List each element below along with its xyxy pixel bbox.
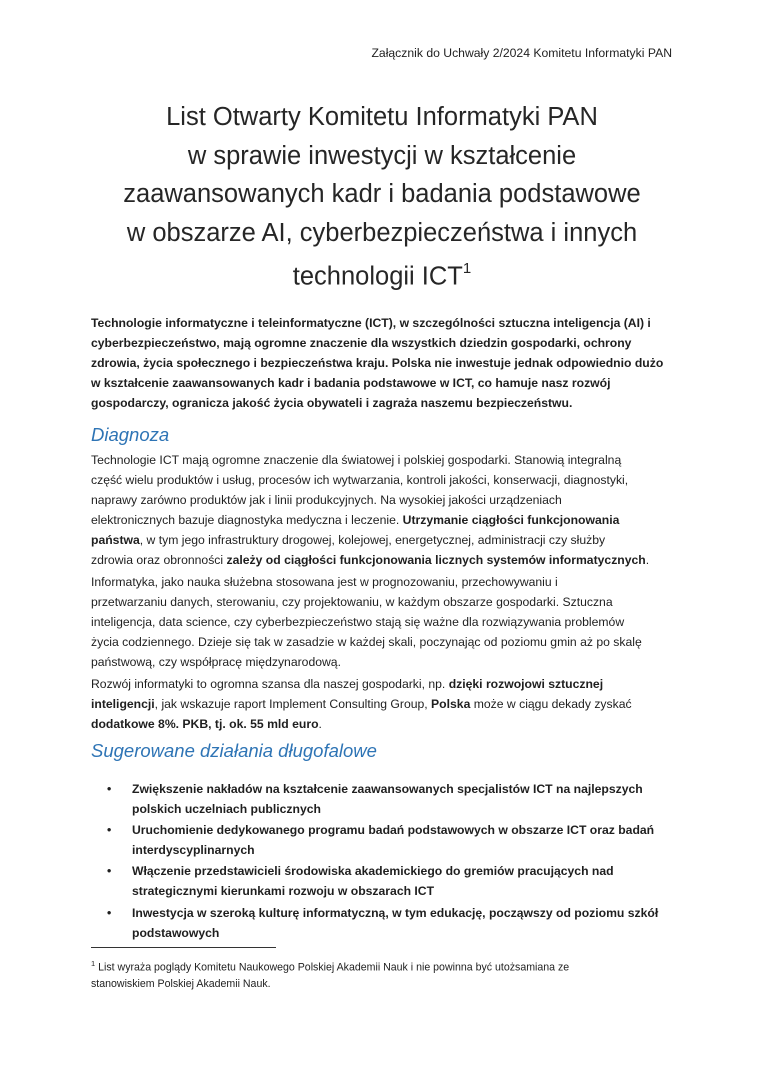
paragraph-line: życia codziennego. Dzieje się tak w zasadzie w każdej skali, poczynając od poziomu gmin aż po skalę <box>91 635 642 650</box>
intro-line: cyberbezpieczeństwo, mają ogromne znaczenie dla wszystkich dziedzin gospodarki, ochrony <box>91 336 632 351</box>
list-item-line: Uruchomienie dedykowanego programu badań podstawowych w obszarze ICT oraz badań <box>132 823 655 838</box>
paragraph-line: przetwarzaniu danych, sterowaniu, czy projektowaniu, w każdym obszarze gospodarki. Sztuczna <box>91 595 613 610</box>
bold-run: państwa <box>91 533 140 548</box>
text-run: może w ciągu dekady zyskać <box>470 697 632 712</box>
list-item <box>91 903 691 943</box>
intro-line: w kształcenie zaawansowanych kadr i badania podstawowe w ICT, co hamuje nasz rozwój <box>91 376 611 391</box>
paragraph-line: państwową, czy współpracę międzynarodową. <box>91 655 341 670</box>
intro-line: gospodarczy, ogranicza jakość życia obywateli i zagraża naszemu bezpieczeństwu. <box>91 396 573 411</box>
title-line: zaawansowanych kadr i badania podstawowe <box>123 180 641 208</box>
diagnoza-paragraph-1 <box>91 450 681 571</box>
footnote <box>91 956 691 993</box>
title-line <box>60 252 704 296</box>
section-heading-diagnoza: Diagnoza <box>91 424 170 445</box>
text-run: . <box>645 553 650 568</box>
bold-run: dodatkowe 8%. PKB, tj. ok. 55 mld euro <box>91 717 319 732</box>
footnote-line <box>91 956 691 976</box>
paragraph-line <box>91 530 681 550</box>
list-item-line: Włączenie przedstawicieli środowiska akademickiego do gremiów pracujących nad <box>132 864 614 879</box>
section-heading-actions: Sugerowane działania długofalowe <box>91 740 377 761</box>
bold-run: dzięki rozwojowi sztucznej <box>448 677 604 691</box>
paragraph-line <box>91 694 681 714</box>
list-item-line: strategicznymi kierunkami rozwoju w obszarach ICT <box>132 884 435 899</box>
intro-line: Technologie informatyczne i teleinformatyczne (ICT), w szczególności sztuczna inteligencja (AI) i <box>91 316 651 330</box>
text-run: , w tym jego infrastruktury drogowej, kolejowej, energetycznej, administracji czy służby <box>139 533 606 548</box>
bullet-icon: • <box>107 905 112 920</box>
title-line: w obszarze AI, cyberbezpieczeństwa i innych <box>126 218 638 247</box>
text-run: , jak wskazuje raport Implement Consulting Group, <box>154 697 432 712</box>
list-item-line: polskich uczelniach publicznych <box>132 802 321 817</box>
actions-list <box>91 779 691 944</box>
list-item-line: Inwestycja w szeroką kulturę informatyczną, w tym edukację, począwszy od poziomu szkół <box>132 905 659 920</box>
text-run: elektronicznych bazuje diagnostyka medyczna i leczenie. <box>91 513 403 528</box>
intro-paragraph <box>91 313 681 413</box>
paragraph-line <box>91 510 681 530</box>
text-run: . <box>318 717 322 732</box>
list-item <box>91 861 691 901</box>
paragraph-line: Technologie ICT mają ogromne znaczenie dla światowej i polskiej gospodarki. Stanowią integralną <box>91 453 622 467</box>
header-note: Załącznik do Uchwały 2/2024 Komitetu Informatyki PAN <box>371 46 672 60</box>
diagnoza-paragraph-2 <box>91 572 681 672</box>
bold-run: inteligencji <box>91 697 155 712</box>
bullet-icon: • <box>107 864 112 879</box>
paragraph-line: część wielu produktów i usług, procesów ich wytwarzania, kontroli jakości, konserwacji, diagnostyki, <box>91 473 629 488</box>
list-item-line: Zwiększenie nakładów na kształcenie zaawansowanych specjalistów ICT na najlepszych <box>132 782 643 796</box>
intro-line: zdrowia, życia społecznego i bezpieczeństwa kraju. Polska nie inwestuje jednak odpowiednio dużo <box>91 356 664 371</box>
bold-run: zależy od ciągłości funkcjonowania licznych systemów informatycznych <box>226 553 646 568</box>
list-item <box>91 779 691 819</box>
paragraph-line <box>91 674 681 694</box>
text-run: Rozwój informatyki to ogromna szansa dla naszej gospodarki, np. <box>91 677 449 691</box>
bold-run: Polska <box>431 697 471 712</box>
bullet-icon: • <box>107 823 112 838</box>
bullet-icon: • <box>107 782 112 796</box>
footnote-divider <box>91 947 276 948</box>
bold-run: Utrzymanie ciągłości funkcjonowania <box>402 513 620 528</box>
text-run: zdrowia oraz obronności <box>91 553 227 568</box>
footnote-line: stanowiskiem Polskiej Akademii Nauk. <box>91 978 271 991</box>
paragraph-line <box>91 714 681 734</box>
footnote-mark: 1 <box>91 959 96 968</box>
title-line: w sprawie inwestycji w kształcenie <box>187 141 577 170</box>
title-last-line: technologii ICT <box>292 262 463 291</box>
list-item-line: podstawowych <box>132 925 220 940</box>
list-item-line: interdyscyplinarnych <box>132 843 255 858</box>
paragraph-line: naprawy zarówno produktów jak i linii produkcyjnych. Na wysokiej jakości urządzeniach <box>91 493 562 508</box>
paragraph-line: inteligencja, data science, czy cyberbezpieczeństwo stają się ważne dla rozwiązywania problemów <box>91 615 625 630</box>
text-run: List wyraża poglądy Komitetu Naukowego Polskiej Akademii Nauk i nie powinna być utożsamiana ze <box>95 961 570 974</box>
title-line: List Otwarty Komitetu Informatyki PAN <box>166 103 598 131</box>
list-item <box>91 820 691 860</box>
page-title <box>60 98 704 296</box>
diagnoza-paragraph-3 <box>91 674 681 734</box>
paragraph-line <box>91 550 681 570</box>
title-footnote-mark[interactable]: 1 <box>462 260 472 277</box>
paragraph-line: Informatyka, jako nauka służebna stosowana jest w prognozowaniu, przechowywaniu i <box>91 575 558 589</box>
